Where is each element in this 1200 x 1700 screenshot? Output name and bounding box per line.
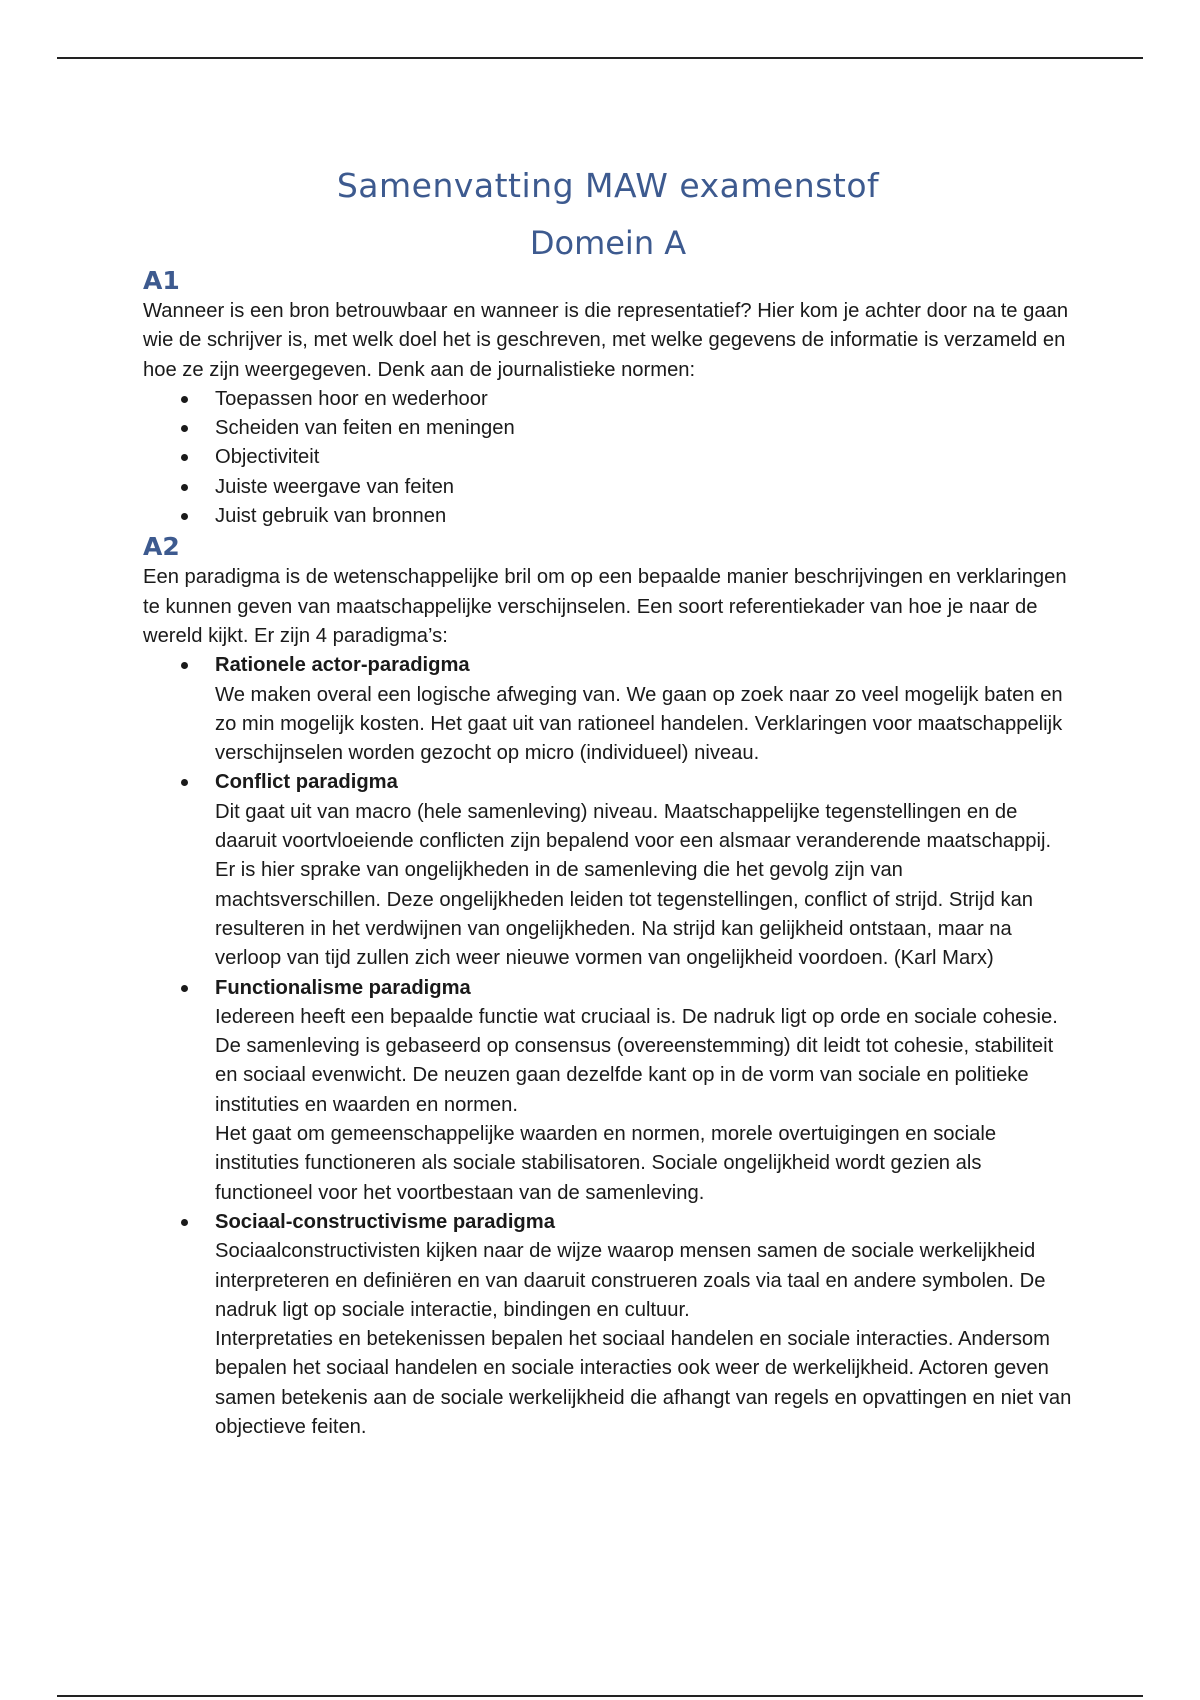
section-heading-a2: A2	[143, 532, 180, 562]
paradigm-title: Sociaal-constructivisme paradigma	[215, 1210, 555, 1233]
header-rule	[57, 57, 1143, 59]
document-subtitle: Domein A	[529, 224, 687, 262]
a2-intro-paragraph: Een paradigma is de wetenschappelijke bril om op een bepaalde manier beschrijvingen en verklaringen te kunnen geven van maatschappelijke verschijnselen. Een soort referentiekader van hoe je naar de wereld kijkt. Er zijn 4 paradigma’s:	[143, 566, 1067, 647]
paradigm-description: Dit gaat uit van macro (hele samenleving) niveau. Maatschappelijke tegenstellingen en de daaruit voortvloeiende conflicten zijn bepalend voor een alsmaar veranderende maatschappij. Er is hier sprake van ongelijkheden in de samenleving die het gevolg zijn van machtsverschillen. Deze ongelijkheden leiden tot tegenstellingen, conflict of strijd. Strijd kan resulteren in het verdwijnen van ongelijkheden. Na strijd kan gelijkheid ontstaan, maar na verloop van tijd zullen zich weer nieuwe vormen van ongelijkheid voordoen. (Karl Marx)	[215, 800, 1052, 970]
paradigm-item-social-constructivism	[215, 1208, 1073, 1442]
paradigm-item-functionalism	[215, 974, 1073, 1208]
list-item: Objectiviteit	[215, 443, 1073, 472]
a1-bullet-list	[143, 385, 1073, 531]
paradigm-title: Rationele actor-paradigma	[215, 654, 470, 677]
list-item: Scheiden van feiten en meningen	[215, 414, 1073, 443]
list-item: Juist gebruik van bronnen	[215, 502, 1073, 531]
paradigm-description: We maken overal een logische afweging van. We gaan op zoek naar zo veel mogelijk baten en zo min mogelijk kosten. Het gaat uit van rationeel handelen. Verklaringen voor maatschappelijk verschijnselen worden gezocht op micro (individueel) niveau.	[215, 683, 1063, 765]
paradigm-description: Sociaalconstructivisten kijken naar de wijze waarop mensen samen de sociale werkelijkheid interpreteren en definiëren en van daaruit construeren zoals via taal en andere symbolen. De nadruk ligt op sociale interactie, bindingen en cultuur.	[215, 1240, 1046, 1321]
list-item: Toepassen hoor en wederhoor	[215, 385, 1073, 414]
document-title: Samenvatting MAW examenstof	[336, 166, 880, 205]
document-page	[143, 160, 1073, 1442]
paradigm-description: Iedereen heeft een bepaalde functie wat cruciaal is. De nadruk ligt op orde en sociale cohesie. De samenleving is gebaseerd op consensus (overeenstemming) dit leidt tot cohesie, stabiliteit en sociaal evenwicht. De neuzen gaan dezelfde kant op in de vorm van sociale en politieke instituties en waarden en normen.	[215, 1005, 1058, 1116]
paradigm-title: Conflict paradigma	[215, 771, 398, 794]
section-heading-a1: A1	[143, 266, 180, 295]
paradigm-description-continued: Het gaat om gemeenschappelijke waarden en normen, morele overtuigingen en sociale instituties functioneren als sociale stabilisatoren. Sociale ongelijkheid wordt gezien als functioneel voor het voortbestaan van de samenleving.	[215, 1123, 997, 1204]
paradigm-description-continued: Interpretaties en betekenissen bepalen het sociaal handelen en sociale interacties. Andersom bepalen het sociaal handelen en sociale interacties ook weer de werkelijkheid. Actoren geven samen betekenis aan de sociale werkelijkheid die afhangt van regels en opvattingen en niet van objectieve feiten.	[215, 1328, 1072, 1438]
a1-intro-paragraph: Wanneer is een bron betrouwbaar en wanneer is die representatief? Hier kom je achter door na te gaan wie de schrijver is, met welk doel het is geschreven, met welke gegevens de informatie is verzameld en hoe ze zijn weergegeven. Denk aan de journalistieke normen:	[143, 300, 1069, 381]
footer-rule	[57, 1695, 1143, 1697]
paradigm-item-rational-actor	[215, 651, 1073, 768]
paradigm-item-conflict	[215, 768, 1073, 973]
a2-paradigm-list	[143, 651, 1073, 1442]
paradigm-title: Functionalisme paradigma	[215, 976, 471, 999]
list-item: Juiste weergave van feiten	[215, 473, 1073, 502]
